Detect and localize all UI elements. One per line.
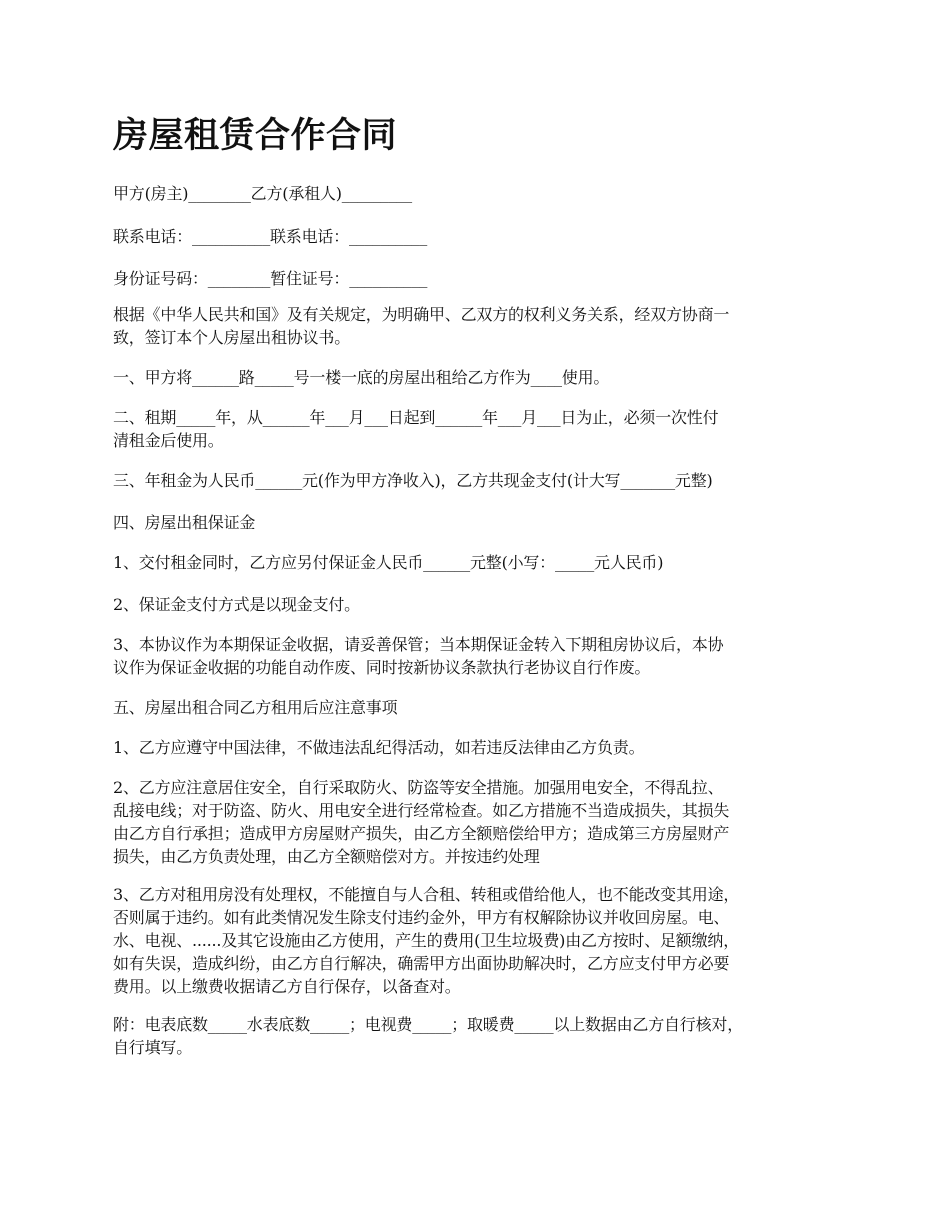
text-line: 3、乙方对租用房没有处理权，不能擅自与人合租、转租或借给他人，也不能改变其用途， [113, 885, 740, 904]
deposit-item-1 [113, 551, 848, 574]
text-line: 甲方(房主)________乙方(承租人)_________ [113, 184, 412, 203]
text-line: 2、乙方应注意居住安全，自行采取防火、防盗等安全措施。加强用电安全，不得乱拉、 [113, 778, 724, 797]
deposit-item-2 [113, 593, 848, 616]
document-title: 房屋租赁合作合同 [113, 115, 398, 156]
notice-item-3 [113, 883, 848, 998]
text-line: 联系电话：__________联系电话：__________ [113, 227, 428, 246]
id-number-line [113, 267, 848, 290]
text-line: 议作为保证金收据的功能自动作废、同时按新协议条款执行老协议自行作废。 [113, 658, 651, 677]
text-line: 水、电视、......及其它设施由乙方使用，产生的费用(卫生垃圾费)由乙方按时、足额缴纳， [113, 931, 740, 950]
text-line: 二、租期_____年，从______年___月___日起到______年___月___日为止，必须一次性付 [113, 408, 719, 427]
section-5-heading [113, 696, 848, 719]
text-line: 一、甲方将______路_____号一楼一底的房屋出租给乙方作为____使用。 [113, 368, 610, 387]
text-line: 费用。以上缴费收据请乙方自行保存，以备查对。 [113, 977, 461, 996]
text-line: 1、乙方应遵守中国法律，不做违法乱纪得活动，如若违反法律由乙方负责。 [113, 738, 645, 757]
deposit-item-3 [113, 633, 848, 679]
clause-2-term [113, 406, 848, 452]
text-line: 四、房屋出租保证金 [113, 513, 256, 532]
notice-item-2 [113, 776, 848, 868]
text-line: 3、本协议作为本期保证金收据，请妥善保管；当本期保证金转入下期租房协议后，本协 [113, 635, 724, 654]
text-line: 自行填写。 [113, 1038, 193, 1057]
party-names-line [113, 182, 848, 205]
text-line: 身份证号码：________暂住证号：__________ [113, 269, 428, 288]
text-line: 2、保证金支付方式是以现金支付。 [113, 595, 360, 614]
text-line: 致，签订本个人房屋出租协议书。 [113, 328, 351, 347]
text-line: 损失，由乙方负责处理，由乙方全额赔偿对方。并按违约处理 [113, 847, 540, 866]
section-4-heading [113, 511, 848, 534]
clause-3-rent [113, 469, 848, 492]
text-line: 附：电表底数_____水表底数_____；电视费_____；取暖费_____以上数据由乙方自行核对， [113, 1015, 744, 1034]
appendix-meter-readings [113, 1013, 848, 1059]
clause-1-premises [113, 366, 848, 389]
text-line: 五、房屋出租合同乙方租用后应注意事项 [113, 698, 398, 717]
text-line: 1、交付租金同时，乙方应另付保证金人民币______元整(小写：_____元人民币) [113, 553, 664, 572]
text-line: 乱接电线；对于防盗、防火、用电安全进行经常检查。如乙方措施不当造成损失，其损失 [113, 801, 730, 820]
text-line: 如有失误，造成纠纷，由乙方自行解决，确需甲方出面协助解决时，乙方应支付甲方必要 [113, 954, 730, 973]
preamble-paragraph [113, 303, 848, 349]
text-line: 三、年租金为人民币______元(作为甲方净收入)，乙方共现金支付(计大写_______元整) [113, 471, 713, 490]
text-line: 清租金后使用。 [113, 431, 224, 450]
contact-phone-line [113, 225, 848, 248]
text-line: 根据《中华人民共和国》及有关规定，为明确甲、乙双方的权利义务关系，经双方协商一 [113, 305, 730, 324]
text-line: 由乙方自行承担；造成甲方房屋财产损失，由乙方全额赔偿给甲方；造成第三方房屋财产 [113, 824, 730, 843]
text-line: 否则属于违约。如有此类情况发生除支付违约金外，甲方有权解除协议并收回房屋。电、 [113, 908, 730, 927]
notice-item-1 [113, 736, 848, 759]
